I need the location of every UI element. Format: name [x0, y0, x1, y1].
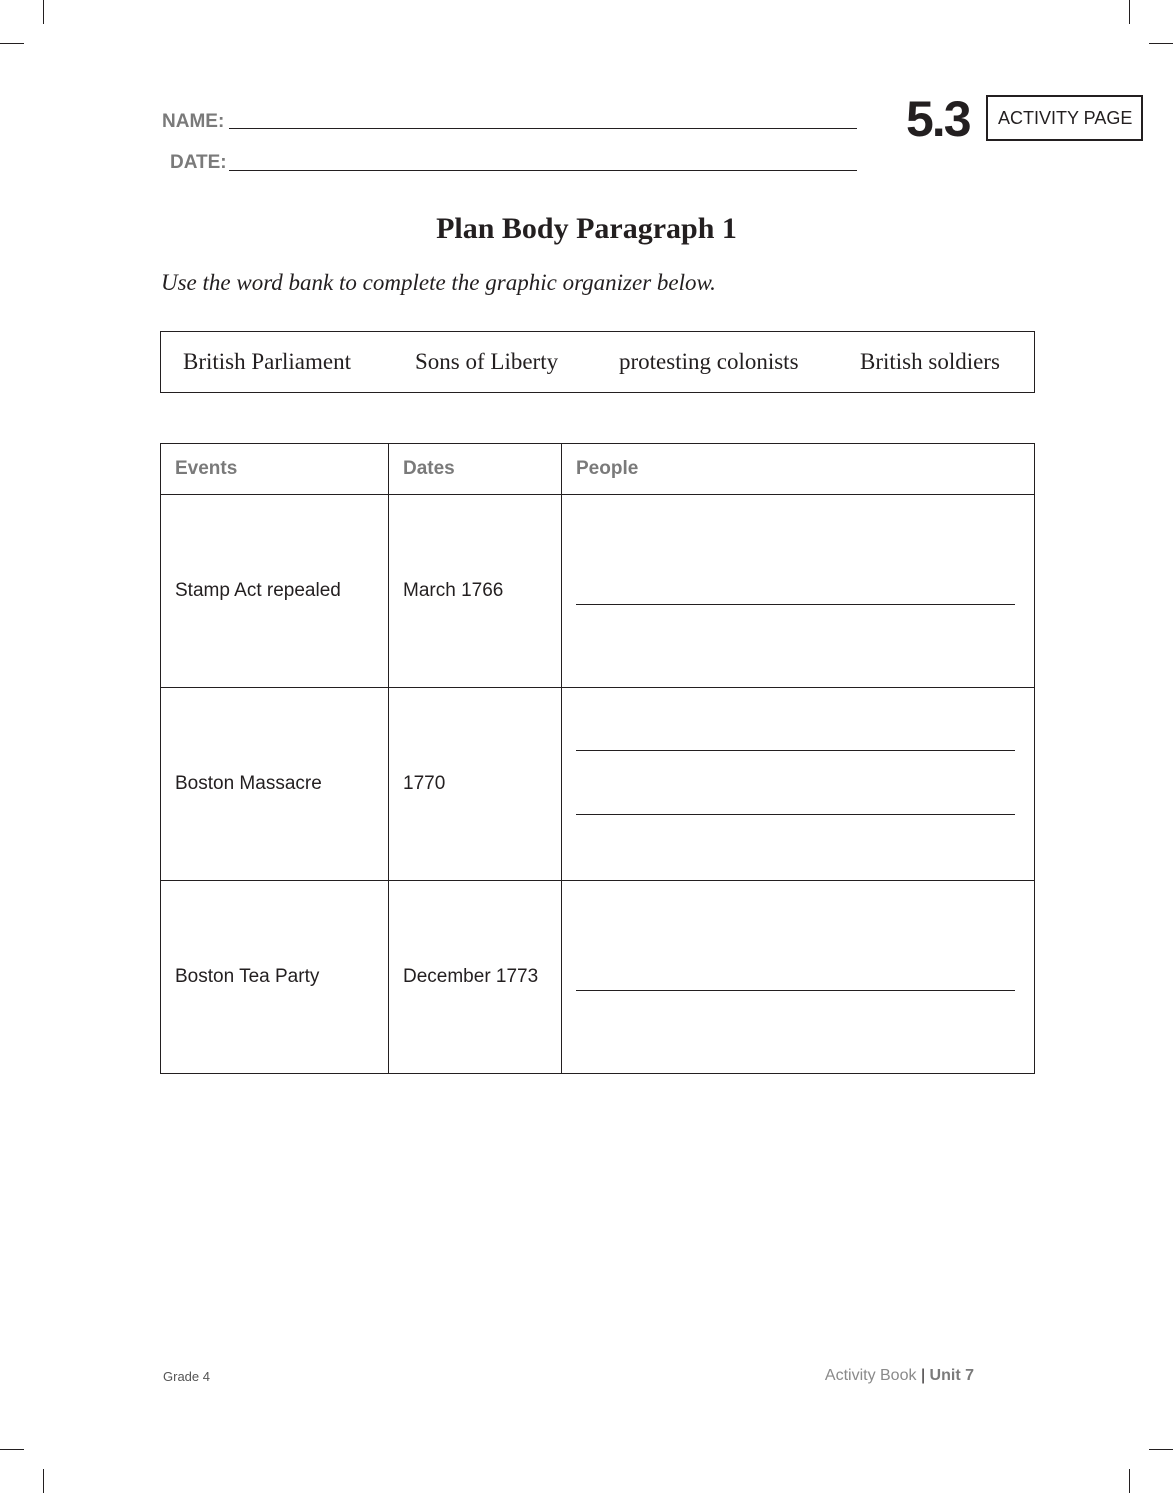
crop-mark: [1149, 43, 1173, 44]
graphic-organizer: [160, 443, 1035, 1074]
footer-book: Activity Book: [824, 1367, 917, 1384]
word-bank: [160, 331, 1035, 393]
footer-book-info: [825, 1367, 974, 1385]
date-cell: March 1766: [389, 495, 562, 688]
answer-line[interactable]: [576, 604, 1015, 605]
crop-mark: [1129, 1469, 1130, 1493]
instructions: Use the word bank to complete the graphic organizer below.: [161, 270, 716, 295]
word-bank-item: British Parliament: [183, 349, 352, 374]
activity-number: 5.3: [906, 91, 970, 147]
event-cell: Boston Tea Party: [161, 881, 389, 1074]
crop-mark: [0, 43, 24, 44]
crop-mark: [0, 1449, 24, 1450]
page-title: Plan Body Paragraph 1: [436, 212, 737, 245]
table-row: [161, 688, 1035, 881]
footer-unit: Unit 7: [929, 1367, 974, 1384]
word-bank-item: British soldiers: [860, 349, 1000, 374]
word-bank-item: Sons of Liberty: [415, 349, 559, 374]
activity-page-label: ACTIVITY PAGE: [998, 108, 1133, 128]
header-dates: Dates: [389, 444, 562, 495]
crop-mark: [1149, 1449, 1173, 1450]
answer-line[interactable]: [576, 750, 1015, 751]
name-label: NAME:: [162, 111, 225, 132]
crop-mark: [43, 0, 44, 24]
table-header-row: [161, 444, 1035, 495]
people-cell: [562, 495, 1035, 688]
footer-separator: |: [920, 1367, 926, 1384]
event-cell: Stamp Act repealed: [161, 495, 389, 688]
people-cell: [562, 881, 1035, 1074]
table-row: [161, 881, 1035, 1074]
event-cell: Boston Massacre: [161, 688, 389, 881]
table-row: [161, 495, 1035, 688]
answer-line[interactable]: [576, 814, 1015, 815]
date-label: DATE:: [170, 152, 227, 173]
footer-grade: Grade 4: [163, 1369, 210, 1384]
word-bank-item: protesting colonists: [619, 349, 799, 374]
activity-page-badge: [986, 95, 1143, 141]
name-line[interactable]: [229, 128, 857, 129]
people-cell: [562, 688, 1035, 881]
header-events: Events: [161, 444, 389, 495]
answer-line[interactable]: [576, 990, 1015, 991]
date-cell: December 1773: [389, 881, 562, 1074]
crop-mark: [1129, 0, 1130, 24]
crop-mark: [43, 1469, 44, 1493]
date-line[interactable]: [229, 170, 857, 171]
date-cell: 1770: [389, 688, 562, 881]
header-people: People: [562, 444, 1035, 495]
